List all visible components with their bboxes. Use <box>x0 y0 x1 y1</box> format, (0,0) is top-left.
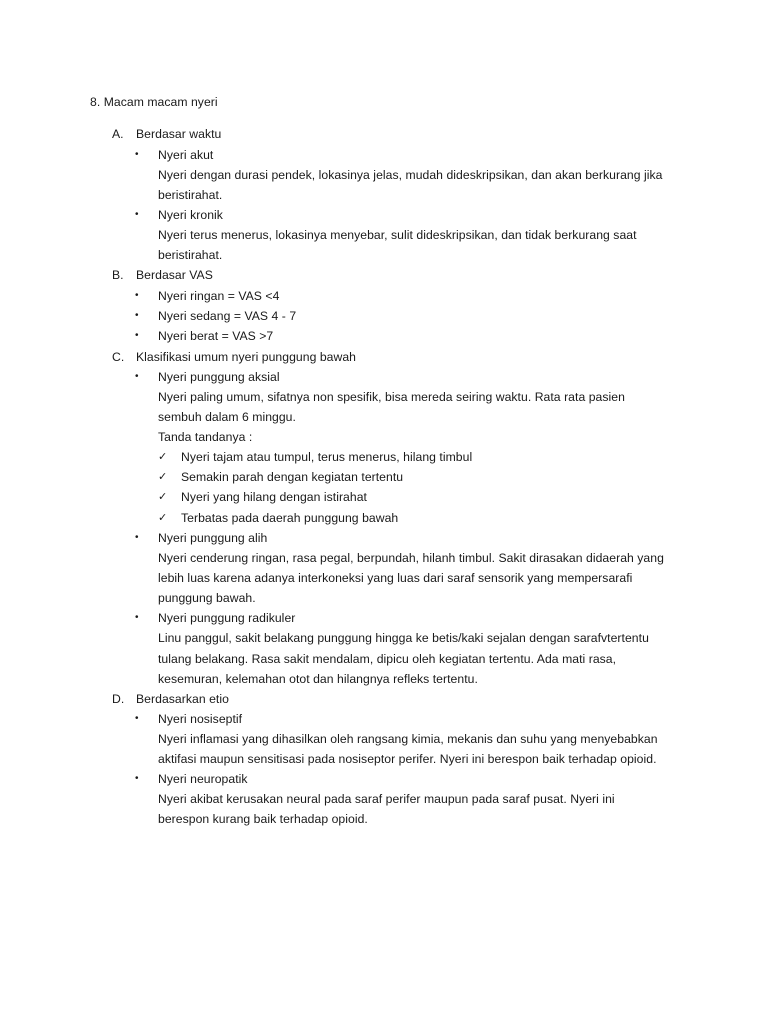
bullet-icon: • <box>135 773 139 784</box>
item-title-nyeri-sedang: Nyeri sedang = VAS 4 - 7 <box>158 309 297 323</box>
checkmark-icon: ✓ <box>158 470 168 483</box>
bullet-icon: • <box>135 713 139 724</box>
item-desc-line: Nyeri cenderung ringan, rasa pegal, berpundah, hilanh timbul. Sakit dirasakan didaerah yang <box>158 551 664 565</box>
bullet-icon: • <box>135 330 139 341</box>
item-title-nyeri-kronik: Nyeri kronik <box>158 208 223 222</box>
bullet-icon: • <box>135 612 139 623</box>
check-item: Nyeri tajam atau tumpul, terus menerus, hilang timbul <box>181 450 473 464</box>
item-desc-line: Nyeri paling umum, sifatnya non spesifik, bisa mereda seiring waktu. Rata rata pasien <box>158 390 625 404</box>
section-b-title: Berdasar VAS <box>136 268 213 282</box>
checkmark-icon: ✓ <box>158 490 168 503</box>
bullet-icon: • <box>135 149 139 160</box>
checkmark-icon: ✓ <box>158 450 168 463</box>
item-desc-line: sembuh dalam 6 minggu. <box>158 410 296 424</box>
checkmark-icon: ✓ <box>158 511 168 524</box>
item-desc-line: kesemuran, kelemahan otot dan hilangnya refleks tertentu. <box>158 672 478 686</box>
item-desc-line: Tanda tandanya : <box>158 430 253 444</box>
item-desc-line: tulang belakang. Rasa sakit mendalam, dipicu oleh kegiatan tertentu. Ada mati rasa, <box>158 652 617 666</box>
item-desc-line: beristirahat. <box>158 248 223 262</box>
item-title-neuropatik: Nyeri neuropatik <box>158 772 248 786</box>
bullet-icon: • <box>135 310 139 321</box>
bullet-icon: • <box>135 209 139 220</box>
item-desc-line: aktifasi maupun sensitisasi pada nosiseptor perifer. Nyeri ini berespon baik terhadap opioid. <box>158 752 657 766</box>
item-title-nyeri-berat: Nyeri berat = VAS >7 <box>158 329 274 343</box>
item-title-punggung-aksial: Nyeri punggung aksial <box>158 370 280 384</box>
check-item: Semakin parah dengan kegiatan tertentu <box>181 470 404 484</box>
bullet-icon: • <box>135 532 139 543</box>
item-desc-line: Linu panggul, sakit belakang punggung hingga ke betis/kaki sejalan dengan sarafvtertentu <box>158 631 649 645</box>
section-c-marker: C. <box>112 350 125 364</box>
item-desc-line: Nyeri akibat kerusakan neural pada saraf perifer maupun pada saraf pusat. Nyeri ini <box>158 792 615 806</box>
bullet-icon: • <box>135 290 139 301</box>
document-heading: 8. Macam macam nyeri <box>90 95 218 109</box>
check-item: Nyeri yang hilang dengan istirahat <box>181 490 367 504</box>
bullet-icon: • <box>135 371 139 382</box>
item-title-punggung-radikuler: Nyeri punggung radikuler <box>158 611 296 625</box>
item-desc-line: punggung bawah. <box>158 591 256 605</box>
section-d-title: Berdasarkan etio <box>136 692 229 706</box>
item-desc-line: Nyeri inflamasi yang dihasilkan oleh rangsang kimia, mekanis dan suhu yang menyebabkan <box>158 732 658 746</box>
section-d-marker: D. <box>112 692 125 706</box>
item-title-punggung-alih: Nyeri punggung alih <box>158 531 268 545</box>
item-desc-line: lebih luas karena adanya interkoneksi yang luas dari saraf sensorik yang mempersarafi <box>158 571 633 585</box>
item-desc-line: Nyeri terus menerus, lokasinya menyebar, sulit dideskripsikan, dan tidak berkurang saat <box>158 228 637 242</box>
section-c-title: Klasifikasi umum nyeri punggung bawah <box>136 350 356 364</box>
item-title-nyeri-ringan: Nyeri ringan = VAS <4 <box>158 289 280 303</box>
section-b-marker: B. <box>112 268 124 282</box>
item-desc-line: beristirahat. <box>158 188 223 202</box>
section-a-title: Berdasar waktu <box>136 127 222 141</box>
item-title-nyeri-akut: Nyeri akut <box>158 148 214 162</box>
section-a-marker: A. <box>112 127 124 141</box>
item-title-nosiseptif: Nyeri nosiseptif <box>158 712 243 726</box>
check-item: Terbatas pada daerah punggung bawah <box>181 511 399 525</box>
item-desc-line: Nyeri dengan durasi pendek, lokasinya jelas, mudah dideskripsikan, dan akan berkurang jika <box>158 168 663 182</box>
item-desc-line: berespon kurang baik terhadap opioid. <box>158 812 368 826</box>
